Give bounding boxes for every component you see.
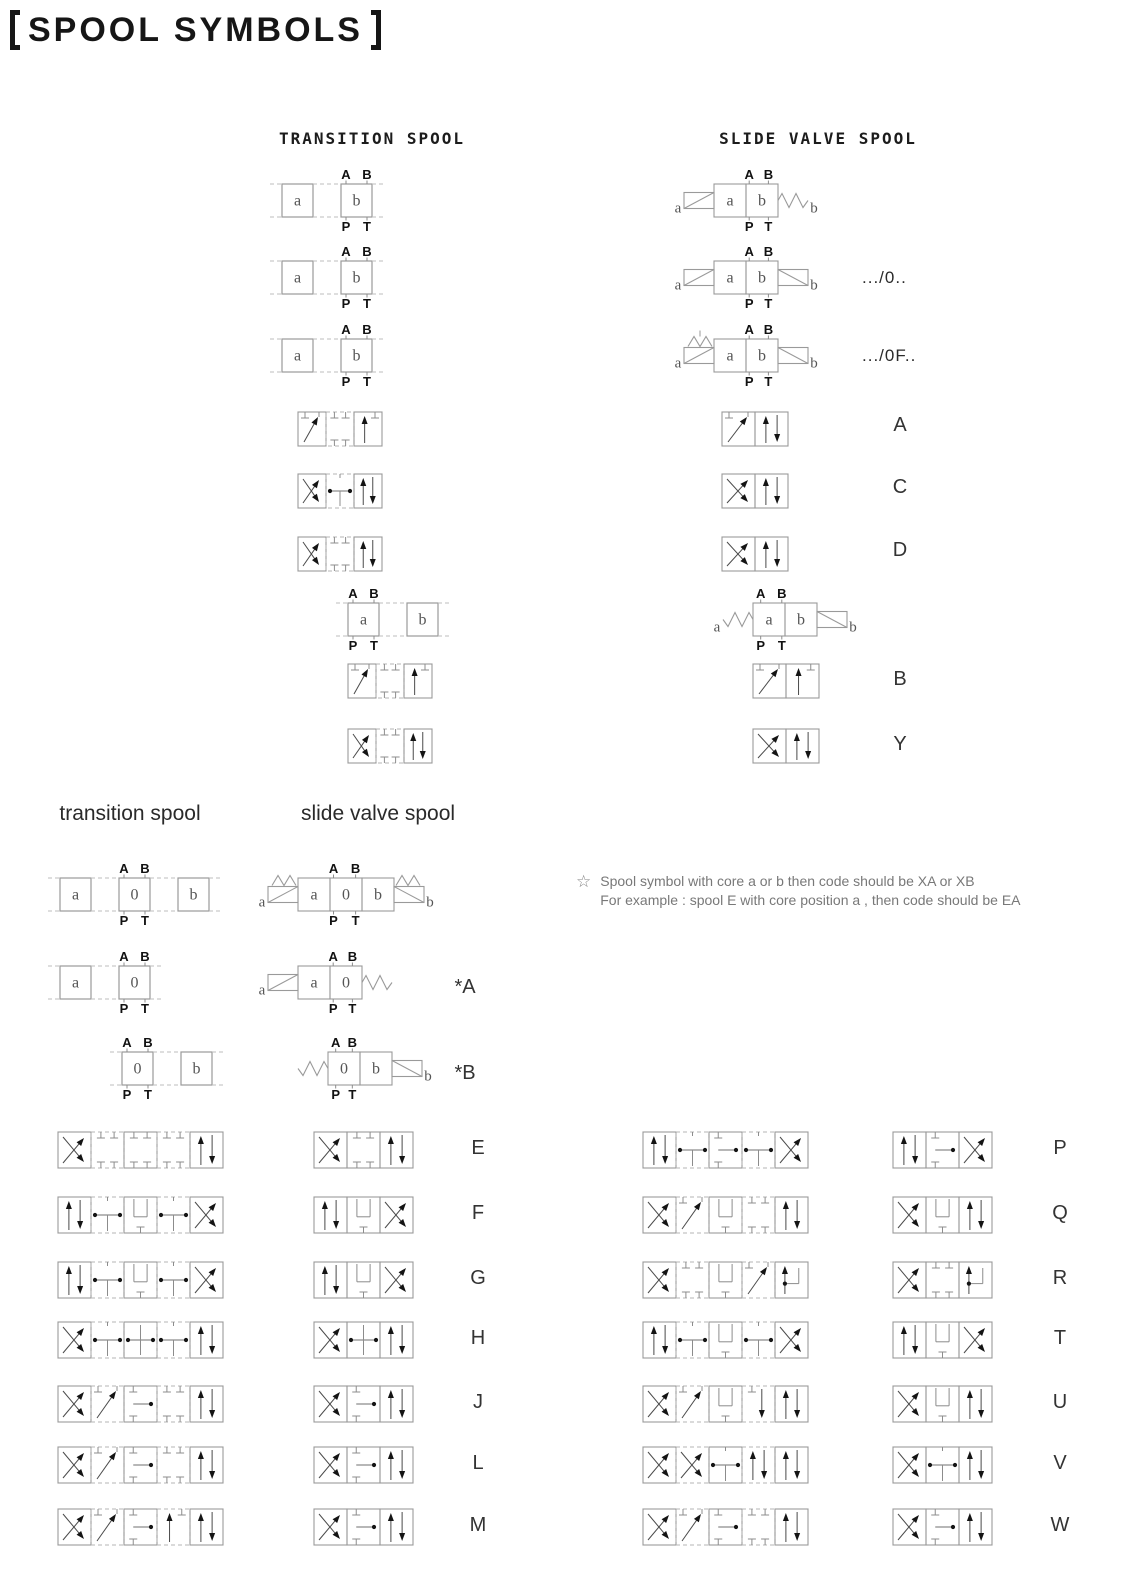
valve-transition-J <box>56 1382 225 1426</box>
code-U: U <box>1052 1391 1068 1413</box>
svg-text:B: B <box>140 861 150 876</box>
svg-text:A: A <box>341 322 351 337</box>
valve-slide-B <box>751 660 821 702</box>
valve-transition-C <box>296 470 384 512</box>
valve-transition-U <box>641 1382 810 1426</box>
svg-text:B: B <box>347 1035 358 1050</box>
valve-transition-D <box>296 533 384 575</box>
valve-slide-a0b <box>252 861 440 928</box>
star-icon: ☆ <box>576 872 592 891</box>
svg-text:B: B <box>140 949 150 964</box>
code-G: G <box>470 1267 486 1289</box>
svg-text:P: P <box>122 1087 132 1102</box>
valve-slide-A <box>720 408 790 450</box>
svg-text:T: T <box>764 374 773 389</box>
valve-transition-star-b <box>108 1035 226 1102</box>
svg-text:0: 0 <box>342 974 350 992</box>
svg-text:A: A <box>328 949 338 964</box>
svg-text:a: a <box>310 974 318 992</box>
valve-transition-a0b <box>46 861 223 928</box>
header-slide-valve-spool-lower: slide valve spool <box>300 802 456 825</box>
svg-text:a: a <box>726 347 734 365</box>
svg-text:0: 0 <box>130 886 139 904</box>
footnote <box>576 872 1121 910</box>
code-D: D <box>892 539 908 561</box>
svg-text:A: A <box>119 949 129 964</box>
svg-text:b: b <box>849 619 857 636</box>
code-Q: Q <box>1052 1202 1068 1224</box>
svg-text:P: P <box>341 374 351 389</box>
valve-slide-U <box>891 1382 994 1426</box>
valve-transition-W <box>641 1505 810 1549</box>
svg-text:a: a <box>71 974 80 992</box>
svg-text:P: P <box>744 296 754 311</box>
svg-text:P: P <box>328 1001 338 1016</box>
svg-text:a: a <box>293 269 302 287</box>
code-star-a: *A <box>454 976 476 998</box>
valve-slide-C <box>720 470 790 512</box>
code-0: .../0.. <box>862 268 907 287</box>
svg-text:A: A <box>341 244 351 259</box>
svg-text:T: T <box>363 374 371 389</box>
svg-text:B: B <box>362 244 372 259</box>
svg-text:P: P <box>348 638 358 653</box>
svg-text:b: b <box>374 886 382 904</box>
valve-slide-R <box>891 1258 994 1302</box>
svg-text:a: a <box>293 192 302 210</box>
svg-text:T: T <box>777 638 786 653</box>
svg-text:b: b <box>352 192 361 210</box>
svg-text:T: T <box>348 1001 357 1016</box>
valve-slide-Q <box>891 1193 994 1237</box>
svg-text:P: P <box>329 913 338 928</box>
valve-transition-B <box>346 660 434 702</box>
header-transition-spool-lower: transition spool <box>59 802 201 825</box>
valve-slide-T <box>891 1318 994 1362</box>
valve-transition-M <box>56 1505 225 1549</box>
valve-transition-ab-offset <box>334 586 452 653</box>
valve-transition-star-a <box>46 949 164 1016</box>
svg-text:b: b <box>418 611 427 629</box>
valve-slide-H <box>312 1318 415 1362</box>
valve-transition-Q <box>641 1193 810 1237</box>
page-title-text: SPOOL SYMBOLS <box>28 10 363 49</box>
svg-text:b: b <box>189 886 198 904</box>
valve-slide-E <box>312 1128 415 1172</box>
svg-text:0: 0 <box>130 974 139 992</box>
svg-text:B: B <box>763 167 774 182</box>
svg-text:a: a <box>765 611 773 629</box>
valve-slide-spring-sol <box>707 586 863 653</box>
svg-text:b: b <box>352 347 361 365</box>
valve-transition-G <box>56 1258 225 1302</box>
code-star-b: *B <box>454 1062 476 1084</box>
code-E: E <box>471 1137 485 1159</box>
svg-text:a: a <box>258 894 266 911</box>
footnote-line1: Spool symbol with core a or b then code should be XA or XB <box>600 873 975 889</box>
svg-text:b: b <box>424 1068 432 1085</box>
svg-text:P: P <box>119 913 129 928</box>
svg-text:P: P <box>756 638 766 653</box>
valve-slide-W <box>891 1505 994 1549</box>
svg-text:T: T <box>764 296 773 311</box>
valve-transition-ab-row1 <box>268 167 386 234</box>
header-transition-spool-upper: TRANSITION SPOOL <box>278 129 466 148</box>
svg-text:A: A <box>328 861 339 876</box>
svg-text:a: a <box>258 982 266 999</box>
svg-text:0: 0 <box>342 886 350 904</box>
valve-slide-M <box>312 1505 415 1549</box>
svg-text:a: a <box>726 269 734 287</box>
svg-text:a: a <box>726 192 734 210</box>
valve-transition-Y <box>346 725 434 767</box>
svg-text:P: P <box>744 374 754 389</box>
svg-text:B: B <box>369 586 379 601</box>
svg-text:A: A <box>744 167 754 182</box>
valve-transition-E <box>56 1128 225 1172</box>
footnote-text <box>600 872 1020 910</box>
svg-text:a: a <box>359 611 368 629</box>
svg-text:b: b <box>810 200 818 217</box>
valve-transition-H <box>56 1318 225 1362</box>
svg-text:a: a <box>713 619 721 636</box>
svg-text:B: B <box>362 322 372 337</box>
svg-text:T: T <box>363 296 371 311</box>
svg-text:B: B <box>763 322 774 337</box>
code-W: W <box>1050 1514 1070 1536</box>
svg-text:T: T <box>363 219 371 234</box>
valve-transition-P <box>641 1128 810 1172</box>
svg-text:b: b <box>810 277 818 294</box>
svg-text:T: T <box>141 1001 149 1016</box>
code-T: T <box>1053 1327 1067 1349</box>
svg-text:A: A <box>744 244 754 259</box>
svg-text:a: a <box>674 355 682 372</box>
svg-text:a: a <box>310 886 318 904</box>
valve-transition-R <box>641 1258 810 1302</box>
valve-transition-V <box>641 1443 810 1487</box>
valve-slide-star-a <box>252 949 408 1016</box>
svg-text:P: P <box>744 219 754 234</box>
svg-text:b: b <box>810 355 818 372</box>
svg-text:B: B <box>143 1035 153 1050</box>
svg-text:T: T <box>141 913 149 928</box>
svg-text:0: 0 <box>340 1060 348 1078</box>
valve-slide-L <box>312 1443 415 1487</box>
svg-text:a: a <box>71 886 80 904</box>
code-L: L <box>472 1452 484 1474</box>
svg-text:A: A <box>330 1035 341 1050</box>
valve-slide-star-b <box>282 1035 438 1102</box>
svg-text:a: a <box>674 277 682 294</box>
svg-text:b: b <box>426 894 434 911</box>
svg-text:A: A <box>348 586 358 601</box>
svg-text:b: b <box>352 269 361 287</box>
valve-transition-F <box>56 1193 225 1237</box>
valve-slide-P <box>891 1128 994 1172</box>
svg-text:A: A <box>341 167 351 182</box>
svg-text:B: B <box>777 586 787 601</box>
code-A: A <box>893 414 907 436</box>
code-R: R <box>1052 1267 1068 1289</box>
valve-slide-G <box>312 1258 415 1302</box>
valve-slide-V <box>891 1443 994 1487</box>
svg-text:0: 0 <box>133 1060 142 1078</box>
page-title <box>10 10 381 50</box>
svg-text:b: b <box>758 192 766 210</box>
svg-text:T: T <box>370 638 378 653</box>
svg-text:b: b <box>372 1060 380 1078</box>
header-slide-valve-spool-upper: SLIDE VALVE SPOOL <box>719 129 917 148</box>
code-Y: Y <box>893 733 907 755</box>
svg-text:T: T <box>764 219 773 234</box>
svg-text:b: b <box>797 611 805 629</box>
code-H: H <box>470 1327 486 1349</box>
svg-text:A: A <box>122 1035 132 1050</box>
svg-text:P: P <box>331 1087 341 1102</box>
svg-text:B: B <box>362 167 372 182</box>
valve-slide-J <box>312 1382 415 1426</box>
valve-transition-ab-row2 <box>268 244 386 311</box>
svg-text:B: B <box>347 949 358 964</box>
valve-transition-L <box>56 1443 225 1487</box>
valve-slide-Y <box>751 725 821 767</box>
valve-transition-A <box>296 408 384 450</box>
svg-text:b: b <box>758 269 766 287</box>
svg-text:b: b <box>758 347 766 365</box>
svg-text:A: A <box>744 322 754 337</box>
valve-slide-D <box>720 533 790 575</box>
valve-slide-double-sol <box>668 244 824 311</box>
valve-slide-ab-spring <box>668 167 824 234</box>
svg-text:T: T <box>348 1087 357 1102</box>
svg-text:T: T <box>351 913 360 928</box>
valve-transition-T <box>641 1318 810 1362</box>
code-C: C <box>892 476 908 498</box>
svg-text:a: a <box>674 200 682 217</box>
lenticular-bracket-left-icon <box>10 10 20 50</box>
svg-text:B: B <box>763 244 774 259</box>
code-F: F <box>471 1202 485 1224</box>
code-0f: .../0F.. <box>862 346 917 365</box>
lenticular-bracket-right-icon <box>371 10 381 50</box>
svg-text:P: P <box>341 219 351 234</box>
svg-text:B: B <box>350 861 361 876</box>
code-B: B <box>893 668 907 690</box>
svg-text:P: P <box>341 296 351 311</box>
code-P: P <box>1053 1137 1067 1159</box>
svg-text:a: a <box>293 347 302 365</box>
svg-text:T: T <box>144 1087 152 1102</box>
valve-slide-0f <box>668 322 824 389</box>
svg-text:P: P <box>119 1001 129 1016</box>
footnote-line2: For example : spool E with core position a , then code should be EA <box>600 892 1021 908</box>
svg-text:b: b <box>192 1060 201 1078</box>
svg-text:A: A <box>755 586 766 601</box>
code-V: V <box>1053 1452 1067 1474</box>
code-M: M <box>469 1514 487 1536</box>
valve-transition-ab-row3 <box>268 322 386 389</box>
valve-slide-F <box>312 1193 415 1237</box>
svg-text:A: A <box>119 861 129 876</box>
code-J: J <box>473 1391 483 1413</box>
